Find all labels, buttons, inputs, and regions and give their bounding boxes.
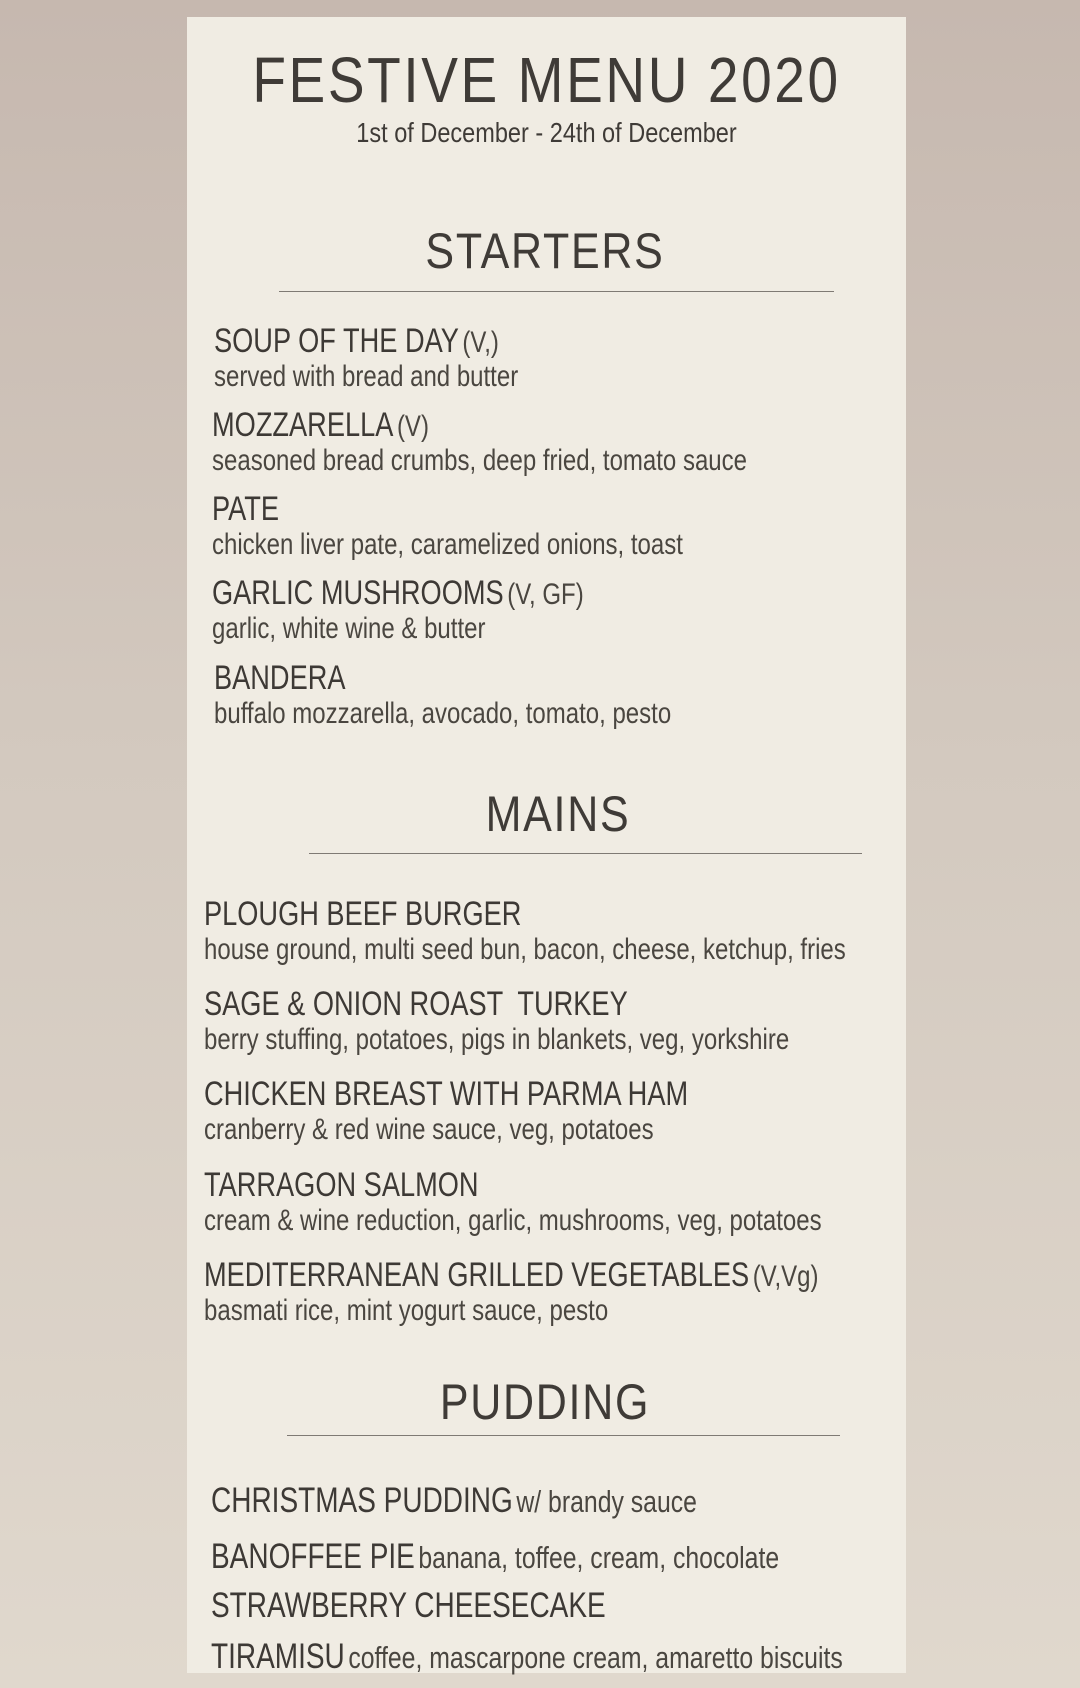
item-name: SAGE & ONION ROAST TURKEY xyxy=(204,985,628,1023)
item-description: seasoned bread crumbs, deep fried, tomato sauce xyxy=(212,444,747,477)
item-description: house ground, multi seed bun, bacon, cheese, ketchup, fries xyxy=(204,933,846,966)
item-dietary-tag: (V) xyxy=(396,410,429,443)
item-dietary-tag: (V, GF) xyxy=(507,578,584,611)
item-name: CHICKEN BREAST WITH PARMA HAM xyxy=(204,1075,689,1113)
item-name: TIRAMISU xyxy=(211,1637,345,1676)
menu-item-mozzarella xyxy=(212,406,747,478)
section-heading-starters: STARTERS xyxy=(425,223,665,279)
item-description: w/ brandy sauce xyxy=(516,1484,697,1519)
section-heading-pudding: PUDDING xyxy=(439,1374,651,1430)
item-name: CHRISTMAS PUDDING xyxy=(211,1481,513,1520)
menu-card xyxy=(187,17,906,1676)
item-name: BANOFFEE PIE xyxy=(211,1537,415,1576)
item-name: STRAWBERRY CHEESECAKE xyxy=(211,1586,606,1625)
item-description: chicken liver pate, caramelized onions, toast xyxy=(212,528,683,561)
item-description: coffee, mascarpone cream, amaretto biscuits xyxy=(348,1640,843,1675)
menu-item-garlic-mushrooms xyxy=(212,574,584,646)
menu-item-tarragon-salmon xyxy=(204,1166,822,1238)
item-description: cream & wine reduction, garlic, mushrooms, veg, potatoes xyxy=(204,1204,822,1237)
mains-divider xyxy=(309,853,862,854)
item-name: GARLIC MUSHROOMS xyxy=(212,574,504,612)
item-description: banana, toffee, cream, chocolate xyxy=(418,1540,780,1575)
item-name: PLOUGH BEEF BURGER xyxy=(204,895,522,933)
item-description: buffalo mozzarella, avocado, tomato, pesto xyxy=(214,697,672,730)
item-name: MOZZARELLA xyxy=(212,406,394,444)
item-description: basmati rice, mint yogurt sauce, pesto xyxy=(204,1294,609,1327)
menu-item-strawberry-cheesecake xyxy=(211,1587,606,1633)
pudding-divider xyxy=(287,1435,840,1436)
menu-item-soup xyxy=(214,322,518,394)
menu-item-bandera xyxy=(214,659,671,731)
menu-item-banoffee-pie xyxy=(211,1538,779,1584)
menu-item-chicken-breast xyxy=(204,1075,688,1147)
item-name: SOUP OF THE DAY xyxy=(214,322,459,360)
item-dietary-tag: (V,Vg) xyxy=(752,1260,819,1293)
menu-item-pate xyxy=(212,490,683,562)
item-description: garlic, white wine & butter xyxy=(212,612,486,645)
menu-item-beef-burger xyxy=(204,895,846,967)
item-name: TARRAGON SALMON xyxy=(204,1166,479,1204)
item-description: served with bread and butter xyxy=(214,360,519,393)
menu-dates: 1st of December - 24th of December xyxy=(356,117,737,148)
menu-item-roast-turkey xyxy=(204,985,789,1057)
item-name: PATE xyxy=(212,490,280,528)
menu-item-tiramisu xyxy=(211,1638,843,1684)
item-description: cranberry & red wine sauce, veg, potatoes xyxy=(204,1113,654,1146)
starters-divider xyxy=(279,291,834,292)
menu-title: FESTIVE MENU 2020 xyxy=(252,44,841,116)
section-heading-mains: MAINS xyxy=(485,786,631,842)
item-name: BANDERA xyxy=(214,659,346,697)
item-name: MEDITERRANEAN GRILLED VEGETABLES xyxy=(204,1256,750,1294)
item-description: berry stuffing, potatoes, pigs in blankets, veg, yorkshire xyxy=(204,1023,790,1056)
item-dietary-tag: (V,) xyxy=(462,326,499,359)
menu-item-christmas-pudding xyxy=(211,1482,697,1528)
menu-item-grilled-vegetables xyxy=(204,1256,819,1328)
